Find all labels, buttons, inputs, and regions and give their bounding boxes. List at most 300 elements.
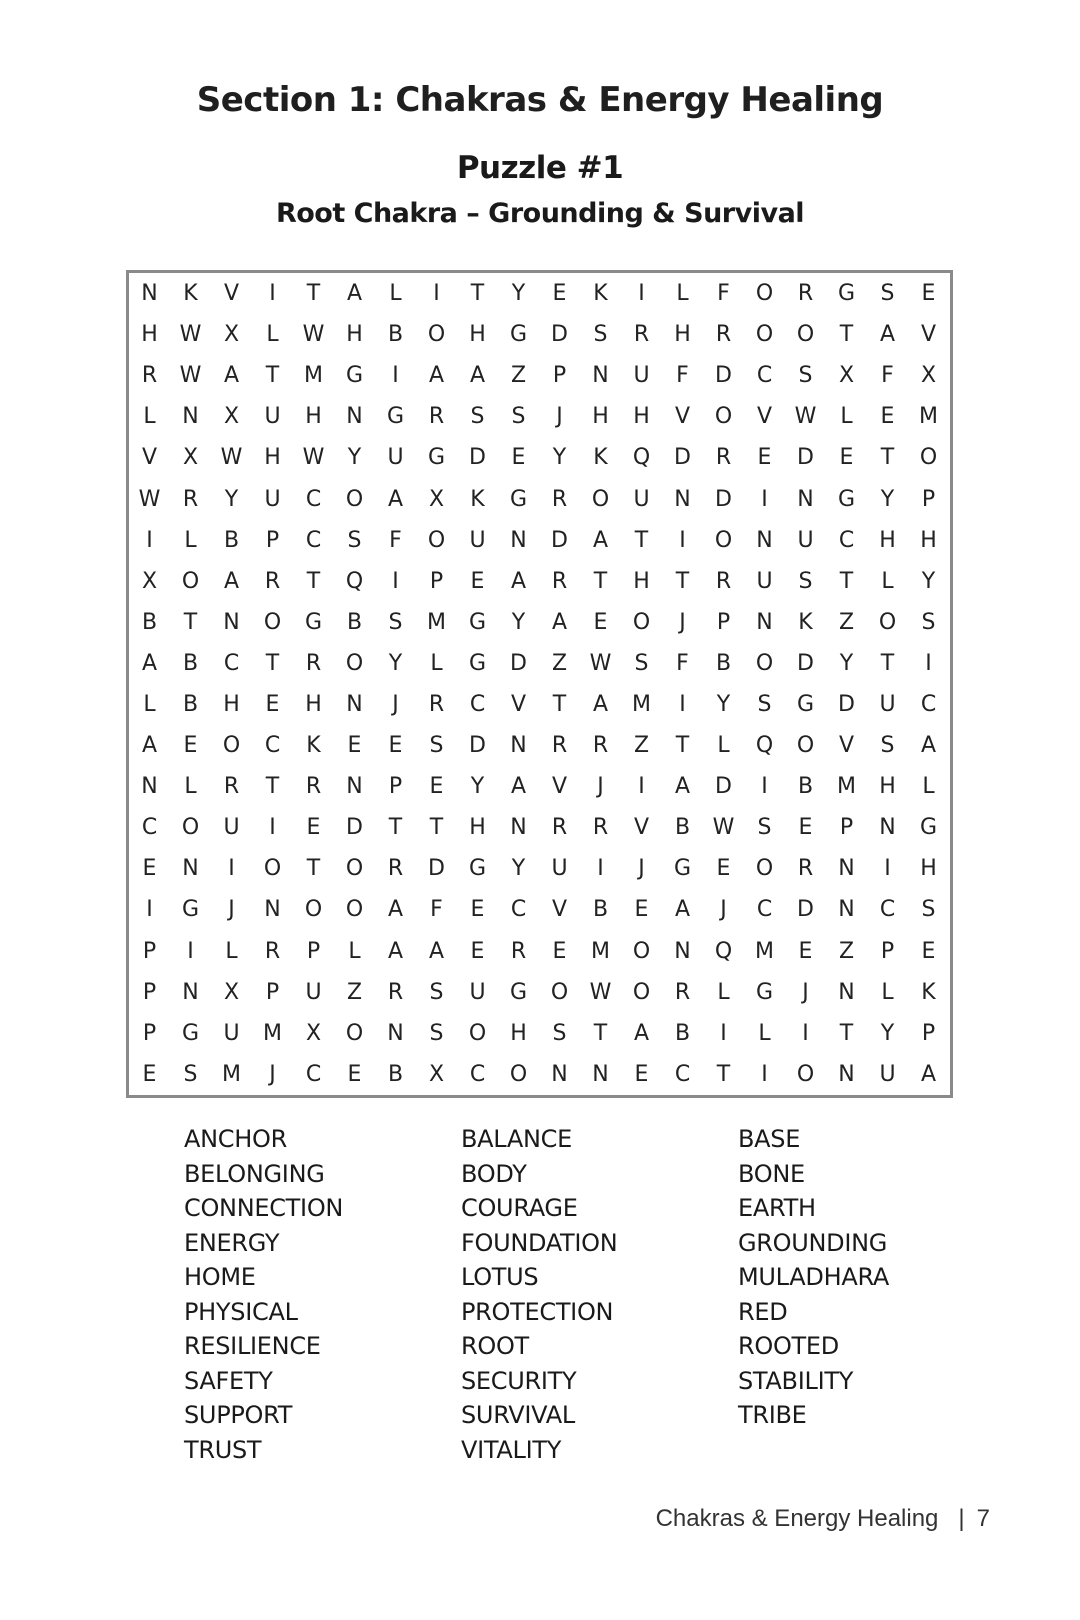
grid-cell[interactable]: R [715, 322, 732, 348]
grid-cell[interactable]: M [755, 938, 774, 964]
grid-cell[interactable]: N [182, 856, 199, 882]
grid-cell[interactable]: C [510, 897, 527, 923]
grid-cell[interactable]: C [879, 897, 896, 923]
grid-cell[interactable]: T [593, 1020, 608, 1046]
grid-cell[interactable]: B [674, 815, 691, 841]
grid-cell[interactable]: I [392, 568, 399, 594]
grid-cell[interactable]: Z [838, 609, 855, 635]
grid-cell[interactable]: Y [880, 1020, 895, 1046]
grid-cell[interactable]: T [388, 815, 403, 841]
grid-cell[interactable]: R [551, 733, 568, 759]
grid-cell[interactable]: L [840, 404, 853, 430]
grid-cell[interactable]: S [388, 609, 403, 635]
grid-cell[interactable]: O [632, 609, 651, 635]
grid-cell[interactable]: L [225, 938, 238, 964]
grid-cell[interactable]: E [921, 281, 936, 307]
grid-cell[interactable]: G [673, 856, 692, 882]
grid-cell[interactable]: I [146, 527, 153, 553]
grid-cell[interactable]: R [223, 774, 240, 800]
grid-cell[interactable]: B [141, 609, 158, 635]
grid-cell[interactable]: Y [921, 568, 936, 594]
grid-cell[interactable]: A [387, 486, 404, 512]
grid-cell[interactable]: R [797, 856, 814, 882]
grid-cell[interactable]: S [470, 404, 485, 430]
grid-cell[interactable]: T [265, 774, 280, 800]
grid-cell[interactable]: L [266, 322, 279, 348]
grid-cell[interactable]: H [633, 404, 650, 430]
grid-cell[interactable]: R [264, 568, 281, 594]
grid-cell[interactable]: N [510, 815, 527, 841]
grid-cell[interactable]: C [264, 733, 281, 759]
grid-cell[interactable]: P [716, 609, 731, 635]
grid-cell[interactable]: U [223, 815, 240, 841]
grid-cell[interactable]: J [802, 979, 809, 1005]
grid-cell[interactable]: T [839, 1020, 854, 1046]
grid-cell[interactable]: Q [714, 938, 733, 964]
grid-cell[interactable]: R [551, 486, 568, 512]
grid-cell[interactable]: W [589, 650, 612, 676]
grid-cell[interactable]: B [346, 609, 363, 635]
grid-cell[interactable]: T [839, 568, 854, 594]
grid-cell[interactable]: A [387, 897, 404, 923]
grid-cell[interactable]: O [755, 650, 774, 676]
grid-cell[interactable]: F [717, 281, 730, 307]
grid-cell[interactable]: Y [552, 445, 567, 471]
grid-cell[interactable]: G [837, 486, 856, 512]
grid-cell[interactable]: B [674, 1020, 691, 1046]
grid-cell[interactable]: V [551, 897, 568, 923]
grid-cell[interactable]: K [593, 445, 608, 471]
grid-cell[interactable]: N [879, 815, 896, 841]
grid-cell[interactable]: V [920, 322, 937, 348]
grid-cell[interactable]: I [638, 774, 645, 800]
grid-cell[interactable]: L [717, 979, 730, 1005]
grid-cell[interactable]: O [714, 527, 733, 553]
grid-cell[interactable]: E [634, 897, 649, 923]
grid-cell[interactable]: C [223, 650, 240, 676]
grid-cell[interactable]: Y [470, 774, 485, 800]
grid-cell[interactable]: Y [224, 486, 239, 512]
grid-cell[interactable]: W [179, 322, 202, 348]
grid-cell[interactable]: G [181, 1020, 200, 1046]
grid-cell[interactable]: E [142, 856, 157, 882]
grid-cell[interactable]: E [716, 856, 731, 882]
grid-cell[interactable]: X [305, 1020, 322, 1046]
grid-cell[interactable]: U [633, 486, 650, 512]
grid-cell[interactable]: L [184, 527, 197, 553]
grid-cell[interactable]: U [305, 979, 322, 1005]
grid-cell[interactable]: S [429, 1020, 444, 1046]
grid-cell[interactable]: H [223, 691, 240, 717]
grid-cell[interactable]: A [551, 609, 568, 635]
grid-cell[interactable]: N [387, 1020, 404, 1046]
grid-cell[interactable]: U [633, 363, 650, 389]
grid-cell[interactable]: V [633, 815, 650, 841]
grid-cell[interactable]: E [798, 815, 813, 841]
grid-cell[interactable]: S [429, 733, 444, 759]
grid-cell[interactable]: G [386, 404, 405, 430]
grid-cell[interactable]: R [428, 691, 445, 717]
grid-cell[interactable]: M [263, 1020, 282, 1046]
grid-cell[interactable]: C [141, 815, 158, 841]
grid-cell[interactable]: E [470, 897, 485, 923]
grid-cell[interactable]: E [183, 733, 198, 759]
grid-cell[interactable]: B [387, 1061, 404, 1087]
grid-cell[interactable]: S [347, 527, 362, 553]
grid-cell[interactable]: T [880, 650, 895, 676]
grid-cell[interactable]: R [141, 363, 158, 389]
grid-cell[interactable]: P [429, 568, 444, 594]
grid-cell[interactable]: O [550, 979, 569, 1005]
grid-cell[interactable]: A [387, 938, 404, 964]
grid-cell[interactable]: W [712, 815, 735, 841]
grid-cell[interactable]: Z [346, 979, 363, 1005]
grid-cell[interactable]: Q [755, 733, 774, 759]
grid-cell[interactable]: O [263, 856, 282, 882]
grid-cell[interactable]: O [345, 1020, 364, 1046]
grid-cell[interactable]: A [592, 527, 609, 553]
grid-cell[interactable]: R [551, 815, 568, 841]
grid-cell[interactable]: I [679, 527, 686, 553]
grid-cell[interactable]: G [468, 609, 487, 635]
grid-cell[interactable]: D [469, 733, 486, 759]
grid-cell[interactable]: H [305, 404, 322, 430]
grid-cell[interactable]: B [715, 650, 732, 676]
grid-cell[interactable]: U [879, 691, 896, 717]
grid-cell[interactable]: W [794, 404, 817, 430]
grid-cell[interactable]: S [798, 568, 813, 594]
grid-cell[interactable]: N [756, 527, 773, 553]
grid-cell[interactable]: R [264, 938, 281, 964]
grid-cell[interactable]: Q [632, 445, 651, 471]
grid-cell[interactable]: G [837, 281, 856, 307]
grid-cell[interactable]: K [306, 733, 321, 759]
grid-cell[interactable]: J [720, 897, 727, 923]
grid-cell[interactable]: L [676, 281, 689, 307]
grid-cell[interactable]: R [592, 815, 609, 841]
grid-cell[interactable]: S [798, 363, 813, 389]
grid-cell[interactable]: G [509, 486, 528, 512]
grid-cell[interactable]: M [222, 1061, 241, 1087]
grid-cell[interactable]: Y [880, 486, 895, 512]
grid-cell[interactable]: G [427, 445, 446, 471]
grid-cell[interactable]: D [797, 897, 814, 923]
grid-cell[interactable]: O [632, 979, 651, 1005]
grid-cell[interactable]: S [921, 897, 936, 923]
grid-cell[interactable]: O [755, 281, 774, 307]
grid-cell[interactable]: N [592, 363, 609, 389]
grid-cell[interactable]: N [838, 1061, 855, 1087]
grid-cell[interactable]: X [838, 363, 855, 389]
grid-cell[interactable]: J [228, 897, 235, 923]
grid-cell[interactable]: N [264, 897, 281, 923]
grid-cell[interactable]: I [925, 650, 932, 676]
grid-cell[interactable]: T [839, 322, 854, 348]
grid-cell[interactable]: O [304, 897, 323, 923]
grid-cell[interactable]: P [142, 979, 157, 1005]
grid-cell[interactable]: Y [511, 856, 526, 882]
grid-cell[interactable]: I [761, 1061, 768, 1087]
grid-cell[interactable]: F [881, 363, 894, 389]
grid-cell[interactable]: L [389, 281, 402, 307]
grid-cell[interactable]: X [223, 404, 240, 430]
grid-cell[interactable]: E [552, 938, 567, 964]
grid-cell[interactable]: U [797, 527, 814, 553]
grid-cell[interactable]: H [920, 856, 937, 882]
grid-cell[interactable]: T [306, 568, 321, 594]
grid-cell[interactable]: A [469, 363, 486, 389]
grid-cell[interactable]: C [469, 1061, 486, 1087]
grid-cell[interactable]: A [141, 733, 158, 759]
grid-cell[interactable]: Y [511, 281, 526, 307]
grid-cell[interactable]: I [679, 691, 686, 717]
grid-cell[interactable]: Y [839, 650, 854, 676]
grid-cell[interactable]: R [592, 733, 609, 759]
grid-cell[interactable]: I [720, 1020, 727, 1046]
grid-cell[interactable]: P [552, 363, 567, 389]
grid-cell[interactable]: T [183, 609, 198, 635]
grid-cell[interactable]: L [143, 691, 156, 717]
grid-cell[interactable]: H [346, 322, 363, 348]
grid-cell[interactable]: O [427, 527, 446, 553]
grid-cell[interactable]: B [387, 322, 404, 348]
grid-cell[interactable]: R [797, 281, 814, 307]
grid-cell[interactable]: L [184, 774, 197, 800]
grid-cell[interactable]: L [881, 568, 894, 594]
grid-cell[interactable]: V [674, 404, 691, 430]
grid-cell[interactable]: I [146, 897, 153, 923]
grid-cell[interactable]: G [755, 979, 774, 1005]
grid-cell[interactable]: L [717, 733, 730, 759]
grid-cell[interactable]: T [675, 568, 690, 594]
grid-cell[interactable]: H [674, 322, 691, 348]
grid-cell[interactable]: R [305, 650, 322, 676]
grid-cell[interactable]: I [187, 938, 194, 964]
grid-cell[interactable]: O [427, 322, 446, 348]
grid-cell[interactable]: U [756, 568, 773, 594]
grid-cell[interactable]: N [551, 1061, 568, 1087]
grid-cell[interactable]: E [511, 445, 526, 471]
grid-cell[interactable]: H [141, 322, 158, 348]
grid-cell[interactable]: I [597, 856, 604, 882]
grid-cell[interactable]: L [881, 979, 894, 1005]
grid-cell[interactable]: E [470, 568, 485, 594]
grid-cell[interactable]: J [679, 609, 686, 635]
grid-cell[interactable]: T [306, 856, 321, 882]
grid-cell[interactable]: F [389, 527, 402, 553]
grid-cell[interactable]: L [430, 650, 443, 676]
grid-cell[interactable]: T [306, 281, 321, 307]
grid-cell[interactable]: X [141, 568, 158, 594]
grid-cell[interactable]: A [510, 568, 527, 594]
grid-cell[interactable]: O [222, 733, 241, 759]
grid-cell[interactable]: I [761, 774, 768, 800]
grid-cell[interactable]: E [347, 733, 362, 759]
grid-cell[interactable]: J [597, 774, 604, 800]
grid-cell[interactable]: O [796, 322, 815, 348]
grid-cell[interactable]: B [797, 774, 814, 800]
grid-cell[interactable]: E [798, 938, 813, 964]
grid-cell[interactable]: D [469, 445, 486, 471]
grid-cell[interactable]: N [223, 609, 240, 635]
grid-cell[interactable]: E [347, 1061, 362, 1087]
grid-cell[interactable]: E [265, 691, 280, 717]
grid-cell[interactable]: H [510, 1020, 527, 1046]
grid-cell[interactable]: N [346, 774, 363, 800]
grid-cell[interactable]: R [674, 979, 691, 1005]
grid-cell[interactable]: A [428, 363, 445, 389]
grid-cell[interactable]: V [551, 774, 568, 800]
grid-cell[interactable]: T [265, 363, 280, 389]
grid-cell[interactable]: A [592, 691, 609, 717]
grid-cell[interactable]: U [264, 486, 281, 512]
grid-cell[interactable]: S [880, 733, 895, 759]
grid-cell[interactable]: E [306, 815, 321, 841]
grid-cell[interactable]: G [796, 691, 815, 717]
grid-cell[interactable]: N [838, 856, 855, 882]
grid-cell[interactable]: I [638, 281, 645, 307]
grid-cell[interactable]: C [756, 363, 773, 389]
grid-cell[interactable]: A [346, 281, 363, 307]
grid-cell[interactable]: Y [347, 445, 362, 471]
grid-cell[interactable]: G [468, 650, 487, 676]
grid-cell[interactable]: J [638, 856, 645, 882]
grid-cell[interactable]: L [758, 1020, 771, 1046]
grid-cell[interactable]: I [761, 486, 768, 512]
grid-cell[interactable]: C [920, 691, 937, 717]
grid-cell[interactable]: R [428, 404, 445, 430]
grid-cell[interactable]: Y [511, 609, 526, 635]
grid-cell[interactable]: O [181, 568, 200, 594]
grid-cell[interactable]: Y [716, 691, 731, 717]
grid-cell[interactable]: L [348, 938, 361, 964]
grid-cell[interactable]: O [796, 1061, 815, 1087]
grid-cell[interactable]: E [634, 1061, 649, 1087]
grid-cell[interactable]: N [182, 404, 199, 430]
grid-cell[interactable]: G [304, 609, 323, 635]
grid-cell[interactable]: Z [510, 363, 527, 389]
grid-cell[interactable]: Y [388, 650, 403, 676]
grid-cell[interactable]: B [182, 691, 199, 717]
grid-cell[interactable]: M [919, 404, 938, 430]
grid-cell[interactable]: U [264, 404, 281, 430]
grid-cell[interactable]: H [305, 691, 322, 717]
grid-cell[interactable]: P [265, 979, 280, 1005]
grid-cell[interactable]: F [430, 897, 443, 923]
grid-cell[interactable]: V [756, 404, 773, 430]
grid-cell[interactable]: P [388, 774, 403, 800]
grid-cell[interactable]: R [387, 979, 404, 1005]
grid-cell[interactable]: I [802, 1020, 809, 1046]
grid-cell[interactable]: H [469, 322, 486, 348]
grid-cell[interactable]: O [509, 1061, 528, 1087]
grid-cell[interactable]: E [429, 774, 444, 800]
grid-cell[interactable]: F [676, 650, 689, 676]
grid-cell[interactable]: O [345, 856, 364, 882]
grid-cell[interactable]: P [142, 1020, 157, 1046]
grid-cell[interactable]: E [470, 938, 485, 964]
grid-cell[interactable]: H [469, 815, 486, 841]
grid-cell[interactable]: I [269, 815, 276, 841]
grid-cell[interactable]: D [510, 650, 527, 676]
grid-cell[interactable]: K [798, 609, 813, 635]
grid-cell[interactable]: O [345, 650, 364, 676]
grid-cell[interactable]: C [469, 691, 486, 717]
grid-cell[interactable]: A [879, 322, 896, 348]
grid-cell[interactable]: E [839, 445, 854, 471]
grid-cell[interactable]: Z [838, 938, 855, 964]
grid-cell[interactable]: D [715, 363, 732, 389]
grid-cell[interactable]: O [468, 1020, 487, 1046]
grid-cell[interactable]: W [138, 486, 161, 512]
grid-cell[interactable]: Z [633, 733, 650, 759]
grid-cell[interactable]: H [920, 527, 937, 553]
grid-cell[interactable]: B [182, 650, 199, 676]
grid-cell[interactable]: M [632, 691, 651, 717]
grid-cell[interactable]: D [715, 486, 732, 512]
grid-cell[interactable]: M [304, 363, 323, 389]
grid-cell[interactable]: I [884, 856, 891, 882]
grid-cell[interactable]: N [510, 733, 527, 759]
grid-cell[interactable]: S [757, 691, 772, 717]
grid-cell[interactable]: W [302, 322, 325, 348]
grid-cell[interactable]: G [509, 979, 528, 1005]
grid-cell[interactable]: L [922, 774, 935, 800]
grid-cell[interactable]: R [387, 856, 404, 882]
grid-cell[interactable]: D [428, 856, 445, 882]
grid-cell[interactable]: O [263, 609, 282, 635]
grid-cell[interactable]: T [880, 445, 895, 471]
grid-cell[interactable]: K [183, 281, 198, 307]
grid-cell[interactable]: M [837, 774, 856, 800]
grid-cell[interactable]: T [265, 650, 280, 676]
grid-cell[interactable]: F [676, 363, 689, 389]
grid-cell[interactable]: W [302, 445, 325, 471]
grid-cell[interactable]: C [838, 527, 855, 553]
grid-cell[interactable]: S [511, 404, 526, 430]
grid-cell[interactable]: O [878, 609, 897, 635]
grid-cell[interactable]: E [880, 404, 895, 430]
grid-cell[interactable]: G [509, 322, 528, 348]
grid-cell[interactable]: R [715, 445, 732, 471]
grid-cell[interactable]: T [675, 733, 690, 759]
grid-cell[interactable]: D [674, 445, 691, 471]
grid-cell[interactable]: S [921, 609, 936, 635]
grid-cell[interactable]: O [796, 733, 815, 759]
grid-cell[interactable]: N [674, 486, 691, 512]
grid-cell[interactable]: S [183, 1061, 198, 1087]
grid-cell[interactable]: O [345, 486, 364, 512]
grid-cell[interactable]: D [551, 322, 568, 348]
grid-cell[interactable]: T [470, 281, 485, 307]
grid-cell[interactable]: R [715, 568, 732, 594]
grid-cell[interactable]: N [674, 938, 691, 964]
grid-cell[interactable]: E [593, 609, 608, 635]
grid-cell[interactable]: N [346, 404, 363, 430]
grid-cell[interactable]: H [592, 404, 609, 430]
grid-cell[interactable]: X [920, 363, 937, 389]
grid-cell[interactable]: S [552, 1020, 567, 1046]
grid-cell[interactable]: S [634, 650, 649, 676]
grid-cell[interactable]: A [674, 774, 691, 800]
grid-cell[interactable]: U [551, 856, 568, 882]
grid-cell[interactable]: L [143, 404, 156, 430]
grid-cell[interactable]: N [141, 281, 158, 307]
grid-cell[interactable]: N [592, 1061, 609, 1087]
grid-cell[interactable]: T [593, 568, 608, 594]
grid-cell[interactable]: J [392, 691, 399, 717]
grid-cell[interactable]: C [305, 527, 322, 553]
